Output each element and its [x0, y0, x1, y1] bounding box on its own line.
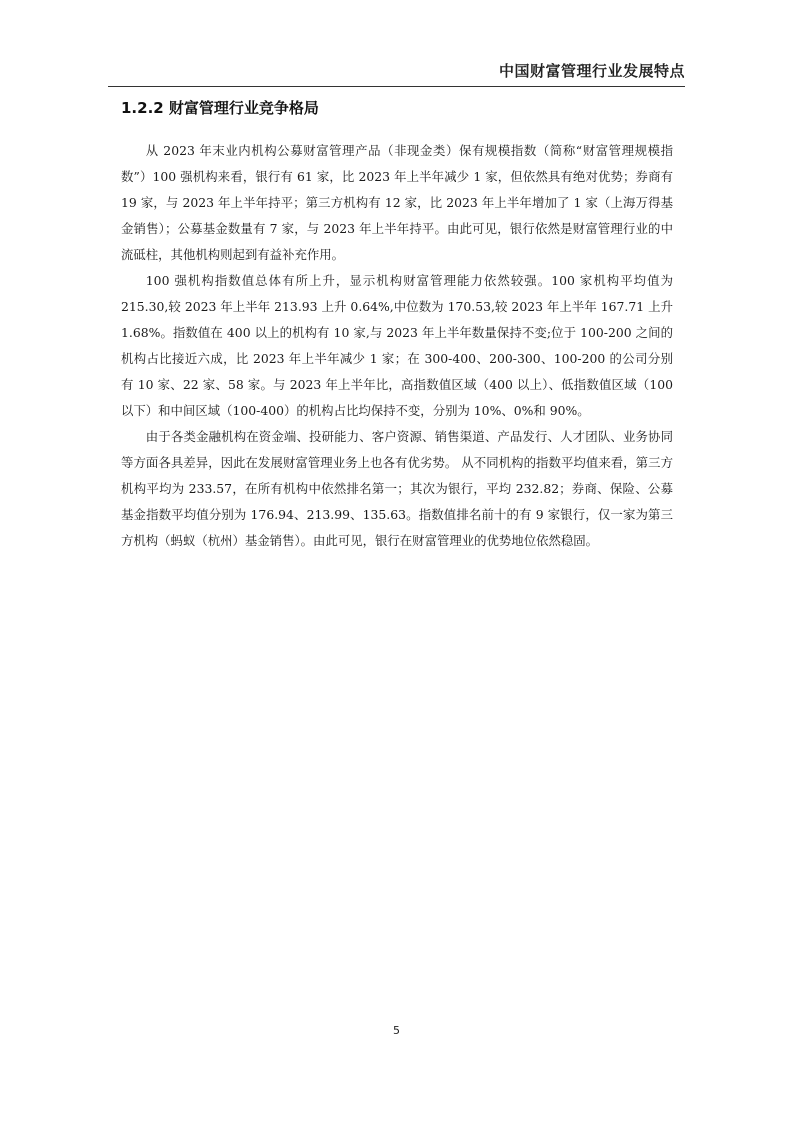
paragraph-2: 100 强机构指数值总体有所上升，显示机构财富管理能力依然较强。100 家机构平均值为 215.30,较 2023 年上半年 213.93 上升 0.64%,中位数为 170.53,较 2023 年上半年 167.71 上升 1.68%。指数值在 400 以上的机构有 10 家,与 2023 年上半年数量保持不变;位于 100-200 之间的机构占比接近六成，比 2023 年上半年减少 1 家；在 300-400、200-300、100-200 的公司分别有 10 家、22 家、58 家。与 2023 年上半年比，高指数值区域（400 以上）、低指数值区域（100 以下）和中间区域（100-400）的机构占比均保持不变，分别为 10%、0%和 90%。 — [121, 273, 673, 418]
paragraph-1: 从 2023 年末业内机构公募财富管理产品（非现金类）保有规模指数（简称“财富管理规模指数”）100 强机构来看，银行有 61 家，比 2023 年上半年减少 1 家，但依然具有绝对优势；券商有 19 家，与 2023 年上半年持平；第三方机构有 12 家，比 2023 年上半年增加了 1 家（上海万得基金销售）；公募基金数量有 7 家，与 2023 年上半年持平。由此可见，银行依然是财富管理行业的中流砥柱，其他机构则起到有益补充作用。 — [121, 143, 673, 262]
body-text — [121, 138, 673, 554]
running-header-title: 中国财富管理行业发展特点 — [498, 62, 685, 80]
header-divider — [108, 86, 685, 87]
section-heading: 1.2.2 财富管理行业竞争格局 — [121, 99, 319, 117]
paragraph-3: 由于各类金融机构在资金端、投研能力、客户资源、销售渠道、产品发行、人才团队、业务协同等方面各具差异，因此在发展财富管理业务上也各有优劣势。 从不同机构的指数平均值来看，第三方机构平均为 233.57，在所有机构中依然排名第一；其次为银行，平均 232.82；券商、保险、公募基金指数平均值分别为 176.94、213.99、135.63。指数值排名前十的有 9 家银行，仅一家为第三方机构（蚂蚁（杭州）基金销售）。由此可见，银行在财富管理业的优势地位依然稳固。 — [121, 429, 673, 548]
page-number: 5 — [393, 1024, 400, 1037]
